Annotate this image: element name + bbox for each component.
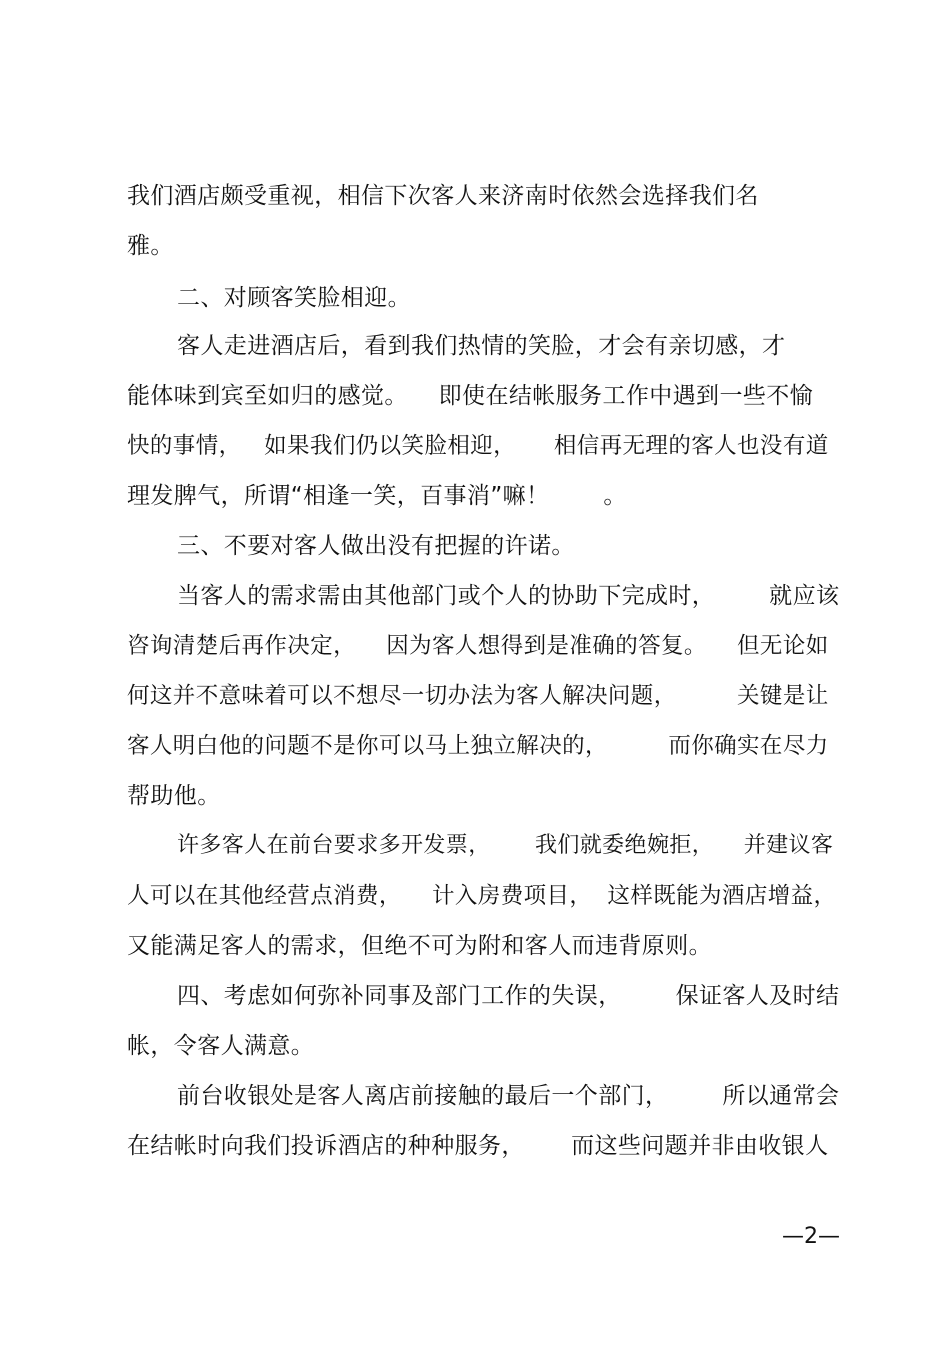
text-line: 当客人的需求需由其他部门或个人的协助下完成时， 就应该 — [177, 583, 840, 609]
text-line: 帮助他。 — [127, 783, 221, 809]
text-line: 何这并不意味着可以不想尽一切办法为客人解决问题， 关键是让 — [127, 683, 829, 709]
text-line: 雅。 — [127, 233, 174, 259]
text-line: 人可以在其他经营点消费， 计入房费项目， 这样既能为酒店增益， — [127, 883, 837, 909]
text-line: 帐，令客人满意。 — [127, 1033, 315, 1059]
text-line: 又能满足客人的需求，但绝不可为附和客人而违背原则。 — [127, 933, 712, 959]
text-line: 许多客人在前台要求多开发票， 我们就委绝婉拒， 并建议客 — [177, 833, 834, 858]
text-line: 客人走进酒店后，看到我们热情的笑脸，才会有亲切感，才 — [177, 333, 786, 359]
section-heading: 三、不要对客人做出没有把握的许诺。 — [177, 533, 575, 559]
page-number: —2— — [782, 1224, 840, 1249]
section-heading: 二、对顾客笑脸相迎。 — [177, 285, 411, 311]
text-line: 在结帐时向我们投诉酒店的种种服务， 而这些问题并非由收银人 — [127, 1133, 829, 1159]
text-line: 客人明白他的问题不是你可以马上独立解决的， 而你确实在尽力 — [127, 733, 829, 759]
text-line: 快的事情， 如果我们仍以笑脸相迎， 相信再无理的客人也没有道 — [127, 433, 829, 459]
text-line: 咨询清楚后再作决定， 因为客人想得到是准确的答复。 但无论如 — [127, 633, 829, 659]
section-heading: 四、考虑如何弥补同事及部门工作的失误， 保证客人及时结 — [177, 983, 840, 1009]
text-line: 我们酒店颇受重视，相信下次客人来济南时依然会选择我们名 — [127, 183, 759, 209]
text-line: 理发脾气，所谓“相逢一笑，百事消”嘛！ 。 — [127, 483, 627, 509]
text-line: 前台收银处是客人离店前接触的最后一个部门， 所以通常会 — [177, 1083, 840, 1109]
text-line: 能体味到宾至如归的感觉。 即使在结帐服务工作中遇到一些不愉 — [127, 383, 814, 409]
